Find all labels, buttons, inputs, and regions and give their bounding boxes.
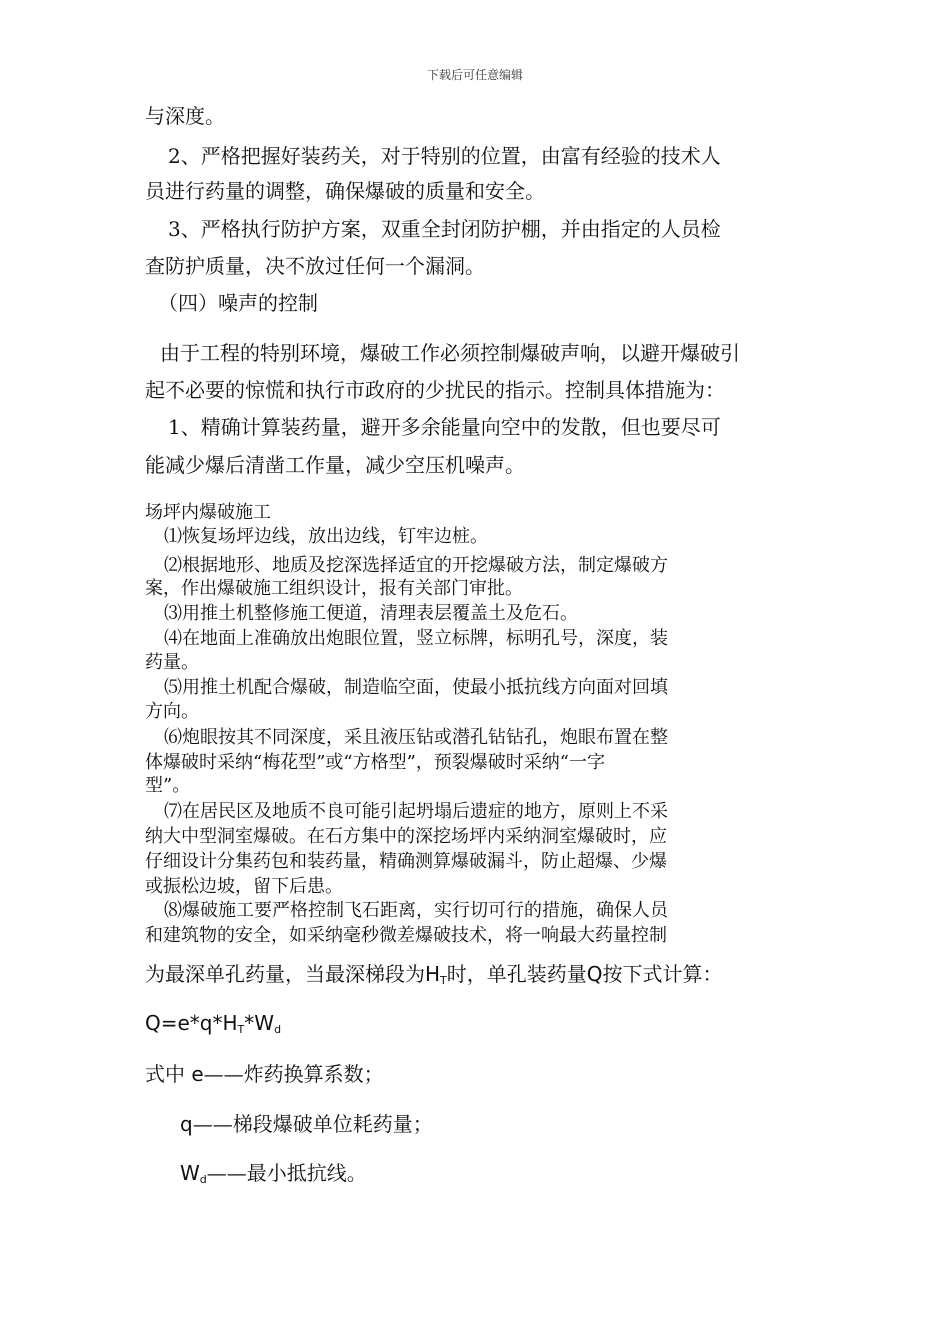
text-line: 2、严格把握好装药关，对于特别的位置，由富有经验的技术人 [168, 144, 721, 168]
text-line: 或振松边坡，留下后患。 [145, 876, 343, 897]
text-line: ⑶用推土机整修施工便道，清理表层覆盖土及危石。 [164, 603, 578, 624]
definition-prefix: 式中 [145, 1062, 185, 1086]
text-line: 起不必要的惊慌和执行市政府的少扰民的指示。控制具体措施为： [145, 378, 725, 402]
text-line: 体爆破时采纳“梅花型”或“方格型”，预裂爆破时采纳“一字 [145, 752, 606, 773]
text-line: 由于工程的特别环境，爆破工作必须控制爆破声响，以避开爆破引 [160, 341, 740, 365]
text-line: 型”。 [145, 775, 191, 796]
text-line: ⑷在地面上准确放出炮眼位置，竖立标牌，标明孔号，深度，装 [164, 628, 668, 649]
text-line: 与深度。 [145, 104, 225, 128]
formula-intro-before: 为最深单孔药量，当最深梯段为 [145, 962, 425, 986]
definition-q [180, 1108, 433, 1137]
symbol-h: H [425, 962, 441, 986]
formula-intro-after: 时，单孔装药量 [446, 962, 587, 986]
definition-w [180, 1157, 367, 1186]
text-line: 1、精确计算装药量，避开多余能量向空中的发散，但也要尽可 [168, 415, 721, 439]
definition-e-symbol: e [191, 1062, 204, 1086]
text-line: ⑹炮眼按其不同深度，采且液压钻或潜孔钻钻孔，炮眼布置在整 [164, 727, 668, 748]
definition-w-subscript: d [199, 1173, 207, 1186]
text-line: ⑺在居民区及地质不良可能引起坍塌后遗症的地方，原则上不采 [164, 801, 668, 822]
definition-q-text: ——梯段爆破单位耗药量； [192, 1112, 433, 1136]
definition-q-symbol: q [180, 1112, 193, 1136]
formula-sub1: T [237, 1023, 245, 1036]
text-line: 案，作出爆破施工组织设计，报有关部门审批。 [145, 578, 523, 599]
definition-e [145, 1058, 384, 1087]
text-line: ⑴恢复场坪边线，放出边线，钉牢边桩。 [164, 526, 488, 547]
text-line: 仔细设计分集药包和装药量，精确测算爆破漏斗，防止超爆、少爆 [145, 851, 667, 872]
text-line: ⑵根据地形、地质及挖深选择适宜的开挖爆破方法，制定爆破方 [164, 555, 668, 576]
text-line: ⑸用推土机配合爆破，制造临空面，使最小抵抗线方向面对回填 [164, 677, 668, 698]
page-header: 下载后可任意编辑 [426, 68, 523, 82]
text-line: 能减少爆后清凿工作量，减少空压机噪声。 [145, 453, 525, 477]
subsection-heading: 场坪内爆破施工 [145, 502, 271, 523]
text-line: 和建筑物的安全，如采纳毫秒微差爆破技术，将一响最大药量控制 [145, 925, 667, 946]
text-line: 查防护质量，决不放过任何一个漏洞。 [145, 254, 485, 278]
formula-sub2: d [274, 1023, 282, 1036]
section-heading: （四）噪声的控制 [158, 291, 318, 315]
symbol-q: Q [586, 962, 603, 986]
text-line: 纳大中型洞室爆破。在石方集中的深挖场坪内采纳洞室爆破时，应 [145, 826, 667, 847]
formula-intro [145, 958, 723, 987]
symbol-h-subscript: T [440, 974, 447, 987]
text-line: 方向。 [145, 701, 199, 722]
formula-part2: *W [244, 1011, 275, 1035]
formula [145, 1011, 281, 1036]
formula-part1: Q=e*q*H [145, 1011, 238, 1035]
definition-w-symbol: W [180, 1161, 200, 1185]
text-line: ⑻爆破施工要严格控制飞石距离，实行切可行的措施，确保人员 [164, 900, 668, 921]
definition-w-text: ——最小抵抗线。 [206, 1161, 367, 1185]
text-line: 3、严格执行防护方案，双重全封闭防护棚，并由指定的人员检 [168, 217, 721, 241]
definition-e-text: ——炸药换算系数； [203, 1062, 384, 1086]
formula-intro-tail: 按下式计算： [602, 962, 723, 986]
text-line: 员进行药量的调整，确保爆破的质量和安全。 [145, 179, 545, 203]
text-line: 药量。 [145, 652, 199, 673]
